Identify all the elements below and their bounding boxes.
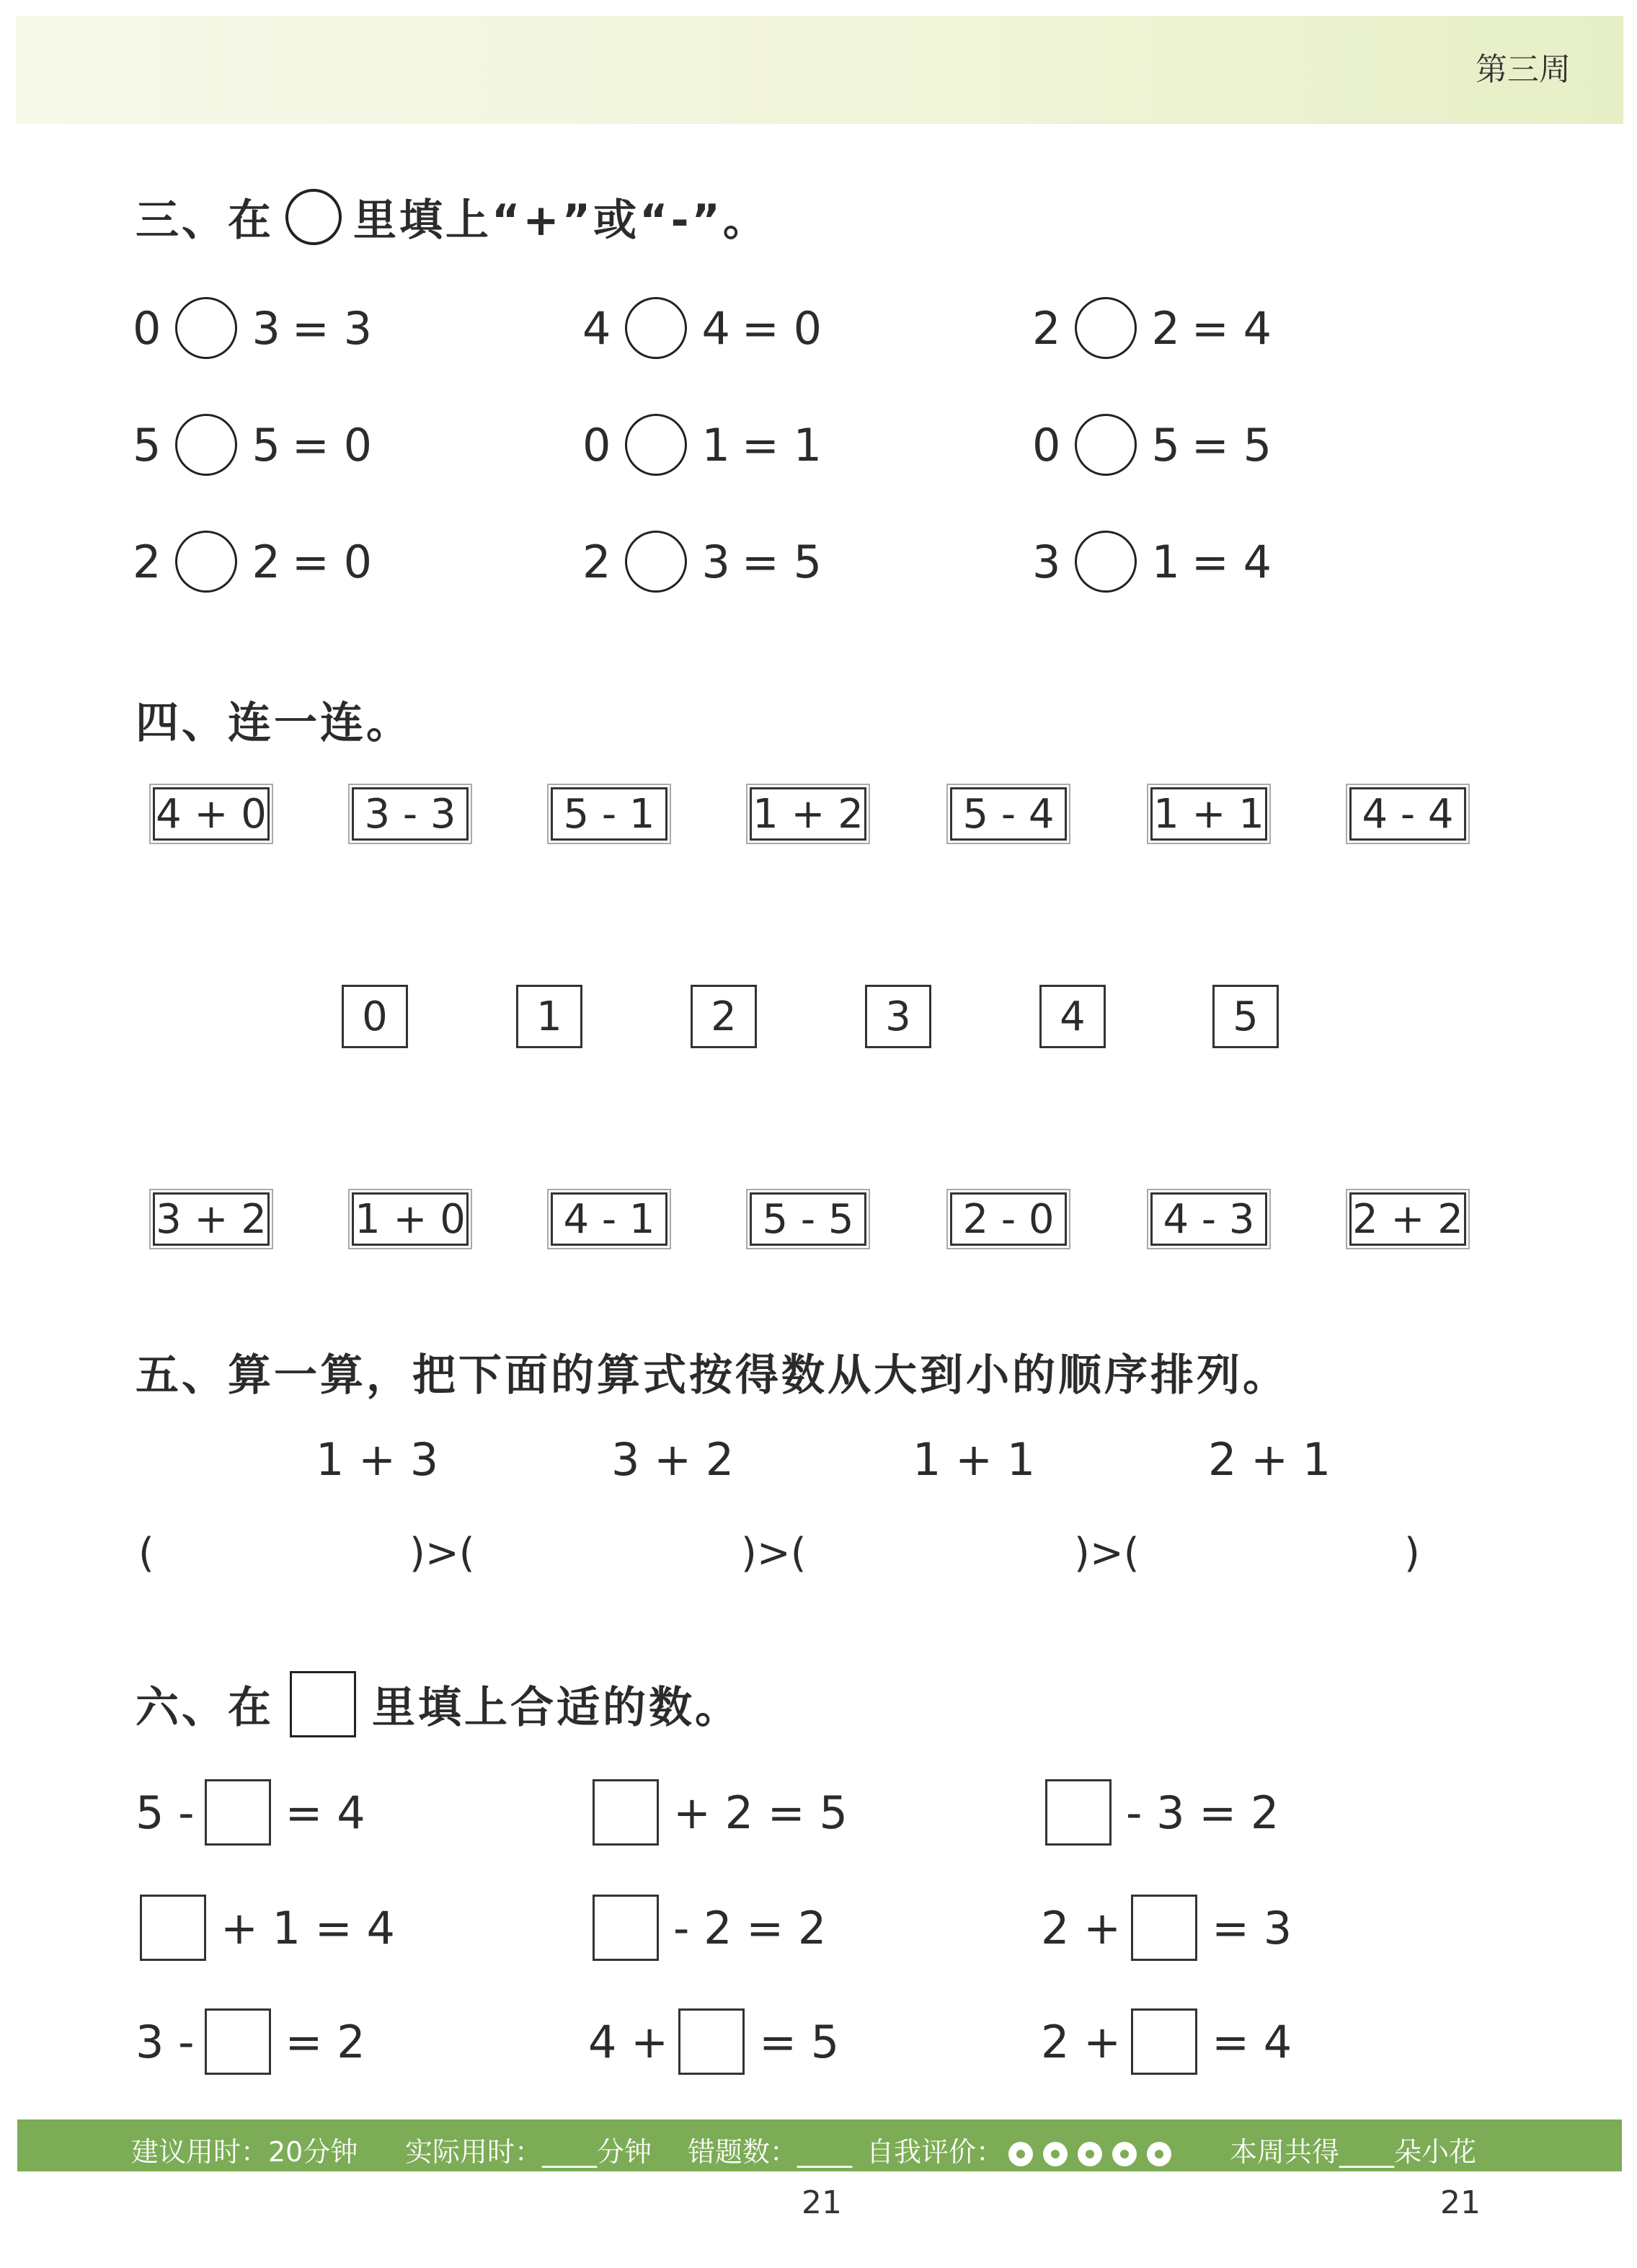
- circle-equation: [1032, 414, 1272, 476]
- equation-suffix: - 2 = 2: [673, 1901, 827, 1954]
- top-expression-box[interactable]: 4 - 4: [1349, 787, 1466, 841]
- answer-box-blank[interactable]: [678, 2008, 745, 2075]
- operand-b: 1: [1151, 535, 1180, 588]
- page-number-right: 21: [1440, 2184, 1481, 2221]
- box-equation: [136, 1895, 395, 1961]
- answer-box-blank[interactable]: [1045, 1779, 1112, 1846]
- answer-box-blank[interactable]: [205, 1779, 271, 1846]
- equation-suffix: = 3: [1212, 1901, 1292, 1954]
- number-box[interactable]: 3: [865, 985, 931, 1048]
- equation-prefix: 4 +: [588, 2015, 669, 2068]
- flower-rating: [1003, 2136, 1176, 2168]
- answer-blank[interactable]: [800, 1528, 1060, 1579]
- equation-suffix: - 3 = 2: [1126, 1786, 1279, 1839]
- section5-title: 五、算一算，把下面的算式按得数从大到小的顺序排列。: [136, 1350, 1289, 1401]
- operand-a: 0: [1032, 418, 1061, 471]
- answer-box-blank[interactable]: [1131, 2008, 1197, 2075]
- operand-b: 3: [252, 301, 280, 355]
- box-equation: [1041, 1895, 1292, 1961]
- top-expression-box[interactable]: 5 - 1: [551, 787, 667, 841]
- equation-result: = 5: [741, 535, 822, 588]
- box-equation: [1041, 1779, 1279, 1846]
- flower-icon[interactable]: [1043, 2142, 1068, 2166]
- number-box[interactable]: 1: [516, 985, 582, 1048]
- answer-parenthesis: (: [138, 1530, 154, 1577]
- equation-result: = 5: [1191, 418, 1272, 471]
- section4-title: 四、连一连。: [136, 698, 412, 748]
- top-expression-box[interactable]: 1 + 2: [750, 787, 866, 841]
- operand-b: 4: [701, 301, 730, 355]
- equation-prefix: 2 +: [1041, 2015, 1122, 2068]
- operand-b: 1: [701, 418, 730, 471]
- equation-result: = 0: [741, 301, 822, 355]
- expression: 3 + 2: [611, 1433, 735, 1486]
- self-evaluation: [866, 2130, 1176, 2169]
- suggested-time: 建议用时：20分钟: [131, 2136, 358, 2168]
- operator-circle-blank[interactable]: [1075, 414, 1137, 476]
- equation-suffix: = 4: [1212, 2015, 1292, 2068]
- number-box[interactable]: 5: [1212, 985, 1279, 1048]
- error-count: 错题数：____: [688, 2136, 853, 2168]
- expression: 1 + 3: [316, 1433, 439, 1486]
- equation-result: = 4: [1191, 301, 1272, 355]
- box-equation: [588, 2008, 839, 2075]
- box-equation: [588, 1895, 826, 1961]
- equation-suffix: = 4: [285, 1786, 365, 1839]
- equation-result: = 0: [291, 418, 373, 471]
- number-box[interactable]: 0: [342, 985, 408, 1048]
- equation-result: = 3: [291, 301, 373, 355]
- answer-parenthesis: ): [1404, 1530, 1420, 1577]
- box-symbol-icon: [290, 1671, 356, 1737]
- operand-a: 2: [133, 535, 161, 588]
- box-equation: [136, 1779, 365, 1846]
- bottom-expression-box[interactable]: 5 - 5: [750, 1192, 866, 1246]
- operand-a: 3: [1032, 535, 1061, 588]
- bottom-expression-box[interactable]: 4 - 1: [551, 1192, 667, 1246]
- circle-equation: [582, 297, 822, 359]
- bottom-expression-box[interactable]: 1 + 0: [352, 1192, 469, 1246]
- footer-bar: [17, 2119, 1622, 2171]
- box-equation: [1041, 2008, 1292, 2075]
- operator-circle-blank[interactable]: [1075, 531, 1137, 593]
- operand-b: 5: [1151, 418, 1180, 471]
- section3-title-suffix: 里填上“+”或“-”。: [353, 195, 769, 246]
- flower-icon[interactable]: [1078, 2142, 1102, 2166]
- equation-suffix: + 1 = 4: [221, 1901, 395, 1954]
- operator-circle-blank[interactable]: [1075, 297, 1137, 359]
- answer-blank[interactable]: [166, 1528, 396, 1579]
- self-evaluation-label: 自我评价：: [866, 2136, 1004, 2168]
- top-expression-box[interactable]: 3 - 3: [352, 787, 469, 841]
- answer-box-blank[interactable]: [1131, 1895, 1197, 1961]
- equation-result: = 0: [291, 535, 373, 588]
- section6-title-suffix: 里填上合适的数。: [372, 1683, 741, 1733]
- equation-prefix: 2 +: [1041, 1901, 1122, 1954]
- answer-parenthesis: )>(: [1074, 1530, 1140, 1577]
- circle-equation: [1032, 531, 1272, 593]
- answer-parenthesis: )>(: [741, 1530, 807, 1577]
- operand-a: 2: [1032, 301, 1061, 355]
- circle-equation: [133, 414, 372, 476]
- circle-equation: [582, 414, 822, 476]
- circle-equation: [133, 531, 372, 593]
- equation-suffix: + 2 = 5: [673, 1786, 848, 1839]
- operator-circle-blank[interactable]: [625, 531, 687, 593]
- operand-a: 4: [582, 301, 611, 355]
- page-number-center: 21: [802, 2184, 842, 2221]
- expression: 1 + 1: [913, 1433, 1036, 1486]
- answer-box-blank[interactable]: [593, 1779, 659, 1846]
- equation-suffix: = 5: [759, 2015, 840, 2068]
- bottom-expression-box[interactable]: 4 - 3: [1150, 1192, 1267, 1246]
- answer-box-blank[interactable]: [140, 1895, 206, 1961]
- top-expression-box[interactable]: 4 + 0: [153, 787, 270, 841]
- header-band: [16, 16, 1623, 124]
- operand-b: 2: [1151, 301, 1180, 355]
- circle-equation: [133, 297, 372, 359]
- operand-a: 0: [582, 418, 611, 471]
- flower-icon[interactable]: [1112, 2142, 1137, 2166]
- operator-circle-blank[interactable]: [175, 414, 237, 476]
- week-label: 第三周: [1476, 51, 1571, 88]
- operator-circle-blank[interactable]: [625, 414, 687, 476]
- circle-symbol-icon: [285, 189, 342, 245]
- box-equation: [588, 1779, 848, 1846]
- equation-result: = 4: [1191, 535, 1272, 588]
- expression: 2 + 1: [1208, 1433, 1331, 1486]
- equation-prefix: 3 -: [136, 2015, 195, 2068]
- flower-icon[interactable]: [1147, 2142, 1171, 2166]
- circle-equation: [582, 531, 822, 593]
- bottom-expression-box[interactable]: 2 + 2: [1349, 1192, 1466, 1246]
- answer-box-blank[interactable]: [205, 2008, 271, 2075]
- box-equation: [136, 2008, 365, 2075]
- bottom-expression-box[interactable]: 3 + 2: [153, 1192, 270, 1246]
- equation-prefix: 5 -: [136, 1786, 195, 1839]
- top-expression-box[interactable]: 1 + 1: [1150, 787, 1267, 841]
- bottom-expression-box[interactable]: 2 - 0: [950, 1192, 1067, 1246]
- circle-equation: [1032, 297, 1272, 359]
- operand-a: 0: [133, 301, 161, 355]
- answer-blank[interactable]: [469, 1528, 728, 1579]
- number-box[interactable]: 4: [1039, 985, 1106, 1048]
- operand-a: 5: [133, 418, 161, 471]
- week-total: 本周共得____朵小花: [1230, 2136, 1477, 2168]
- operator-circle-blank[interactable]: [175, 297, 237, 359]
- operator-circle-blank[interactable]: [625, 297, 687, 359]
- number-box[interactable]: 2: [691, 985, 757, 1048]
- section3-title: [136, 186, 769, 248]
- equation-result: = 1: [741, 418, 822, 471]
- answer-blank[interactable]: [1132, 1528, 1391, 1579]
- section6-title: [136, 1671, 741, 1737]
- section3-title-prefix: 三、在: [136, 195, 274, 246]
- actual-time: 实际用时：____分钟: [405, 2136, 652, 2168]
- flower-icon[interactable]: [1008, 2142, 1033, 2166]
- operand-b: 3: [701, 535, 730, 588]
- operand-b: 5: [252, 418, 280, 471]
- operand-b: 2: [252, 535, 280, 588]
- operator-circle-blank[interactable]: [175, 531, 237, 593]
- section6-title-prefix: 六、在: [136, 1683, 274, 1733]
- operand-a: 2: [582, 535, 611, 588]
- answer-parenthesis: )>(: [409, 1530, 475, 1577]
- answer-box-blank[interactable]: [593, 1895, 659, 1961]
- equation-suffix: = 2: [285, 2015, 365, 2068]
- top-expression-box[interactable]: 5 - 4: [950, 787, 1067, 841]
